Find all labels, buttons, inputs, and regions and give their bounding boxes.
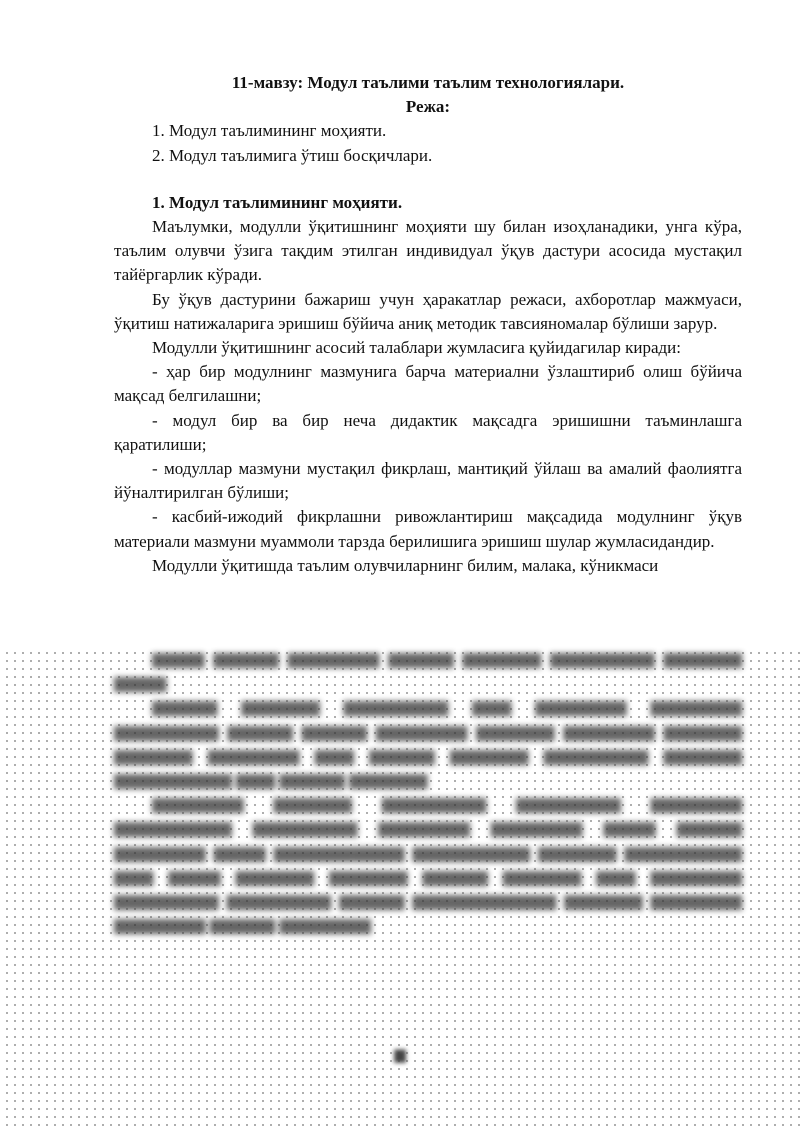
section-heading: 1. Модул таълимининг моҳияти.	[152, 192, 403, 212]
document-title: 11-мавзу: Модул таълими таълим технологиялари.	[231, 73, 625, 92]
paragraph-2: Бу ўқув дастурини бажариш учун ҳаракатлар режаси, ахборотлар мажмуаси, ўқитиш натижаларига эришиш бўйича аниқ методик тавсияномалар бўлиши зарур.	[114, 289, 742, 333]
plan-item-2: 2. Модул таълимига ўтиш босқичлари.	[152, 145, 433, 165]
page-number-blurred: ▆	[394, 1047, 406, 1063]
list-item-2: - модул бир ва бир неча дидактик мақсадга эришишни таъминлашга қаратилиши;	[114, 410, 742, 454]
preview-blur-overlay	[0, 647, 800, 1131]
paragraph-last-visible: Модулли ўқитишда таълим олувчиларнинг билим, малака, кўникмаси	[152, 555, 659, 575]
paragraph-1: Маълумки, модулли ўқитишнинг моҳияти шу билан изоҳланадики, унга кўра, таълим олувчи ўзига тақдим этилган индивидуал ўқув дастури асосида мустақил тайёргарлик кўради.	[114, 217, 742, 285]
document-body	[114, 71, 742, 578]
list-item-4: - касбий-ижодий фикрлашни ривожлантириш мақсадида модулнинг ўқув материали мазмуни муаммоли тарзда берилишига эришиш шулар жумласидандир.	[114, 507, 742, 551]
list-item-3: - модуллар мазмуни мустақил фикрлаш, мантиқий ўйлаш ва амалий фаолиятга йўналтирилган бўлиши;	[114, 459, 742, 503]
blurred-text-block: ▆▆▆▆ ▆▆▆▆▆ ▆▆▆▆▆▆▆ ▆▆▆▆▆ ▆▆▆▆▆▆ ▆▆▆▆▆▆▆▆ ▆▆▆▆▆▆ ▆▆▆▆ ▆▆▆▆▆ ▆▆▆▆▆▆ ▆▆▆▆▆▆▆▆ ▆▆▆ ▆▆▆▆▆▆▆ ▆▆▆▆▆▆▆ ▆▆▆▆▆▆▆▆ ▆▆▆▆▆ ▆▆▆▆▆ ▆▆▆▆▆▆▆ ▆▆▆▆▆▆ ▆▆▆▆▆▆▆ ▆▆▆▆▆▆ ▆▆▆▆▆▆ ▆▆▆▆▆▆▆ ▆▆▆ ▆▆▆▆▆ ▆▆▆▆▆▆ ▆▆▆▆▆▆▆▆ ▆▆▆▆▆▆ ▆▆▆▆▆▆▆▆▆ ▆▆▆ ▆▆▆▆▆ ▆▆▆▆▆▆ ▆▆▆▆▆▆▆ ▆▆▆▆▆▆ ▆▆▆▆▆▆▆▆ ▆▆▆▆▆▆▆▆ ▆▆▆▆▆▆▆ ▆▆▆▆▆▆▆▆▆ ▆▆▆▆▆▆▆▆ ▆▆▆▆▆▆▆ ▆▆▆▆▆▆▆ ▆▆▆▆ ▆▆▆▆▆ ▆▆▆▆▆▆▆ ▆▆▆▆ ▆▆▆▆▆▆▆▆▆▆ ▆▆▆▆▆▆▆▆▆ ▆▆▆▆▆▆ ▆▆▆▆▆▆▆▆▆ ▆▆▆ ▆▆▆▆ ▆▆▆▆▆▆ ▆▆▆▆▆▆ ▆▆▆▆▆ ▆▆▆▆▆▆ ▆▆▆ ▆▆▆▆▆▆▆ ▆▆▆▆▆▆▆▆ ▆▆▆▆▆▆▆▆ ▆▆▆▆▆ ▆▆▆▆▆▆▆▆▆▆▆ ▆▆▆▆▆▆ ▆▆▆▆▆▆▆ ▆▆▆▆▆▆▆ ▆▆▆▆▆ ▆▆▆▆▆▆▆	[114, 649, 742, 935]
paragraph-3: Модулли ўқитишнинг асосий талаблари жумласига қуйидагилар киради:	[152, 338, 681, 358]
list-item-1: - ҳар бир модулнинг мазмунига барча материални ўзлаштириб олиш бўйича мақсад белгилашни;	[114, 362, 742, 406]
spacer	[114, 168, 742, 191]
plan-heading: Режа:	[405, 97, 451, 117]
plan-item-1: 1. Модул таълимининг моҳияти.	[152, 121, 387, 141]
